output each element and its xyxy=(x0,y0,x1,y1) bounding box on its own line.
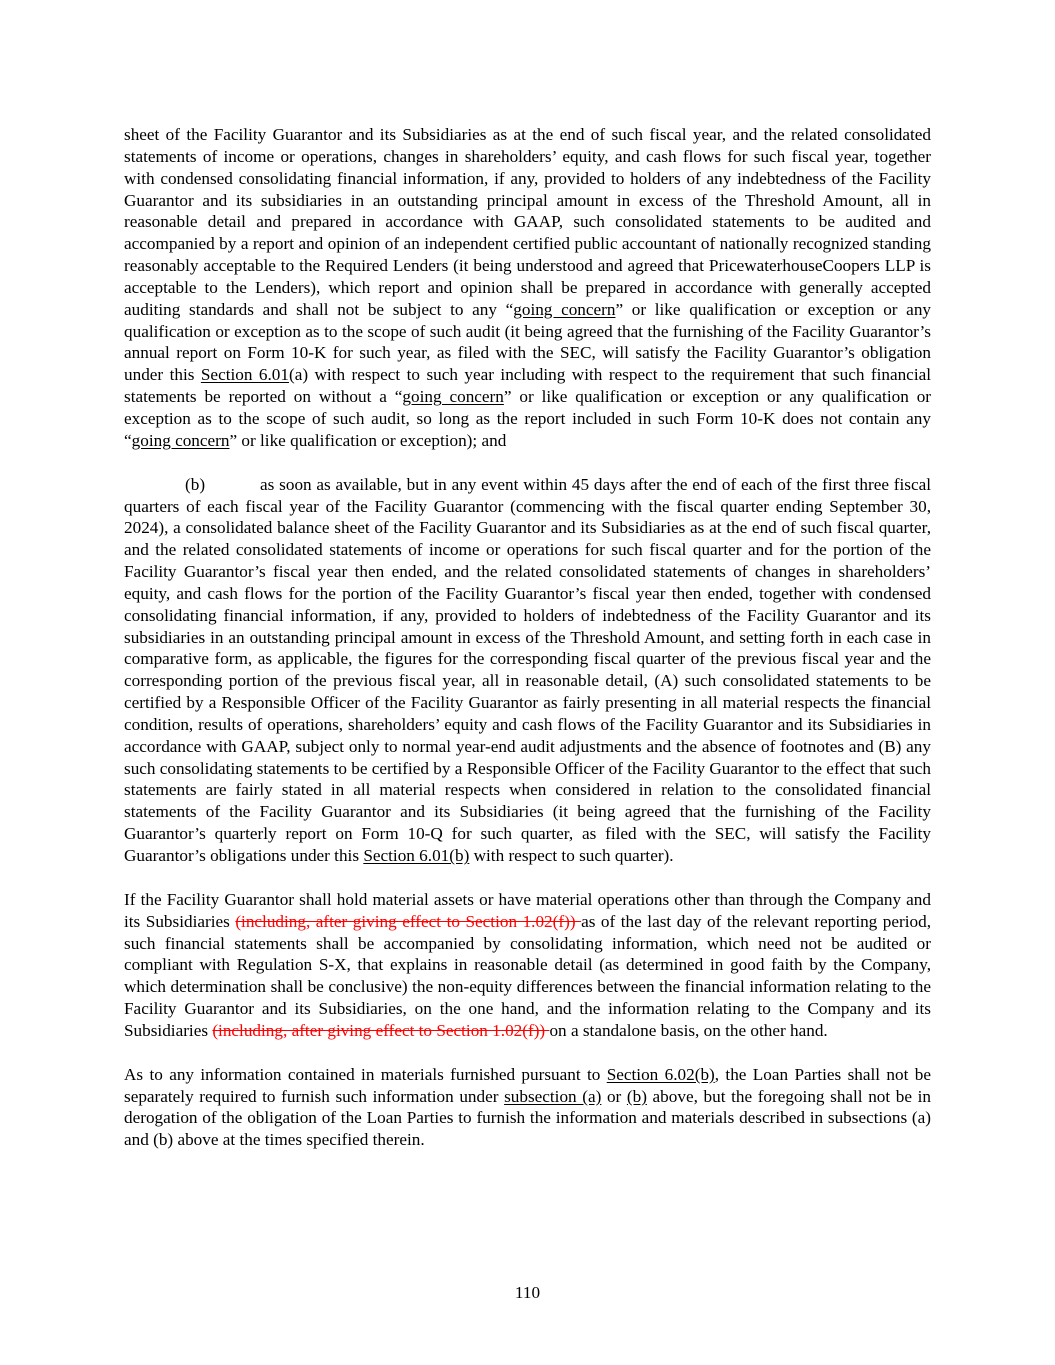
subsection-reference-a: subsection (a) xyxy=(504,1086,602,1106)
text-run: , the Loan Parties shall not be separately required to furnish such information under xyxy=(124,1064,931,1106)
text-run: with respect to such quarter). xyxy=(469,846,674,865)
defined-term-going-concern: going concern xyxy=(402,387,504,407)
text-run: ” or like qualification or exception or any qualification or exception as to the scope of such audit, so long as the report included in such Form 10-K does not contain any “ xyxy=(124,387,932,450)
subsection-reference-b: (b) xyxy=(626,1086,647,1106)
text-run: If the Facility Guarantor shall hold material assets or have material operations other than through the Company and its Subsidiaries xyxy=(124,889,931,931)
section-reference-6-02-b: Section 6.02(b) xyxy=(606,1064,715,1084)
text-run: as of the last day of the relevant reporting period, such financial statements shall be accompanied by consolidating information, which need not be audited or compliant with Regulation S-X, that explains in reasonable detail (as determined in good faith by the Company, which determination shall be conclusive) the non-equity differences between the financial information relating to the Facility Guarantor and its Subsidiaries, on the one hand, and the information relating to the Company and its Subsidiaries xyxy=(124,911,932,1040)
paragraph-consolidating-information xyxy=(124,889,931,1042)
text-run: above, but the foregoing shall not be in derogation of the obligation of the Loan Parties to furnish the information and materials described in subsections (a) and (b) above at the times specified therein. xyxy=(124,1086,931,1150)
text-run: on a standalone basis, on the other hand. xyxy=(549,1020,828,1040)
section-reference-6-01: Section 6.01 xyxy=(200,365,289,385)
text-run: or xyxy=(601,1086,627,1106)
defined-term-going-concern: going concern xyxy=(131,430,230,450)
paragraph-annual-financials-continued xyxy=(124,124,931,452)
text-run: sheet of the Facility Guarantor and its Subsidiaries as at the end of such fiscal year, and the related consolidated statements of income or operations, changes in shareholders’ equity, and cash flows for such fiscal year, together with condensed consolidating financial information, if any, provided to holders of any indebtedness of the Facility Guarantor and its subsidiaries in an outstanding principal amount in excess of the Threshold Amount, all in reasonable detail and prepared in accordance with GAAP, such consolidated statements to be audited and accompanied by a report and opinion of an independent certified public accountant of nationally recognized standing reasonably acceptable to the Required Lenders (it being understood and agreed that PricewaterhouseCoopers LLP is acceptable to the Lenders), which report and opinion shall be prepared in accordance with generally accepted auditing standards and shall not be subject to any “ xyxy=(124,125,931,319)
deleted-text: (including, after giving effect to Section 1.02(f)) xyxy=(235,911,582,931)
clause-label-b: (b) xyxy=(185,474,206,494)
text-run: (a) with respect to such year including with respect to the requirement that such financial statements be reported on without a “ xyxy=(124,365,931,407)
page-number: 110 xyxy=(514,1283,541,1302)
text-run: ” or like qualification or exception or any qualification or exception as to the scope of such audit (it being agreed that the furnishing of the Facility Guarantor’s annual report on Form 10-K for such year, as filed with the SEC, will satisfy the Facility Guarantor’s obligation under this xyxy=(124,299,932,385)
text-run: As to any information contained in materials furnished pursuant to xyxy=(124,1064,607,1084)
document-page xyxy=(124,124,931,1151)
paragraph-quarterly-financials xyxy=(124,474,931,867)
text-run: ” or like qualification or exception); and xyxy=(229,430,507,450)
text-run: as soon as available, but in any event within 45 days after the end of each of the first three fiscal quarters of each fiscal year of the Facility Guarantor (commencing with the fiscal quarter ending September 30, 2024), a consolidated balance sheet of the Facility Guarantor and its Subsidiaries as at the end of such fiscal quarter, and the related consolidated statements of income or operations for such fiscal quarter and for the portion of the Facility Guarantor’s fiscal year then ended, and the related consolidated statements of changes in shareholders’ equity, and cash flows for the portion of the Facility Guarantor’s fiscal year then ended, together with condensed consolidating financial information, if any, provided to holders of indebtedness of the Facility Guarantor and its subsidiaries in an outstanding principal amount in excess of the Threshold Amount, and setting forth in each case in comparative form, as applicable, the figures for the corresponding fiscal quarter of the previous fiscal year and the corresponding portion of the previous fiscal year, all in reasonable detail, (A) such consolidated statements to be certified by a Responsible Officer of the Facility Guarantor as fairly presenting in all material respects the financial condition, results of operations, shareholders’ equity and cash flows of the Facility Guarantor and its Subsidiaries in accordance with GAAP, subject only to normal year-end audit adjustments and the absence of footnotes and (B) any such consolidating statements to be certified by a Responsible Officer of the Facility Guarantor to the effect that such statements are fairly stated in all material respects when considered in relation to the consolidated financial statements of the Facility Guarantor and its Subsidiaries (it being agreed that the furnishing of the Facility Guarantor’s quarterly report on Form 10-Q for such quarter, as filed with the SEC, will satisfy the Facility Guarantor’s obligations under this xyxy=(124,474,931,865)
paragraph-information-furnished xyxy=(124,1064,931,1151)
defined-term-going-concern: going concern xyxy=(513,299,616,319)
section-reference-6-01-b: Section 6.01(b) xyxy=(363,846,470,865)
deleted-text: (including, after giving effect to Section 1.02(f)) xyxy=(212,1020,550,1040)
